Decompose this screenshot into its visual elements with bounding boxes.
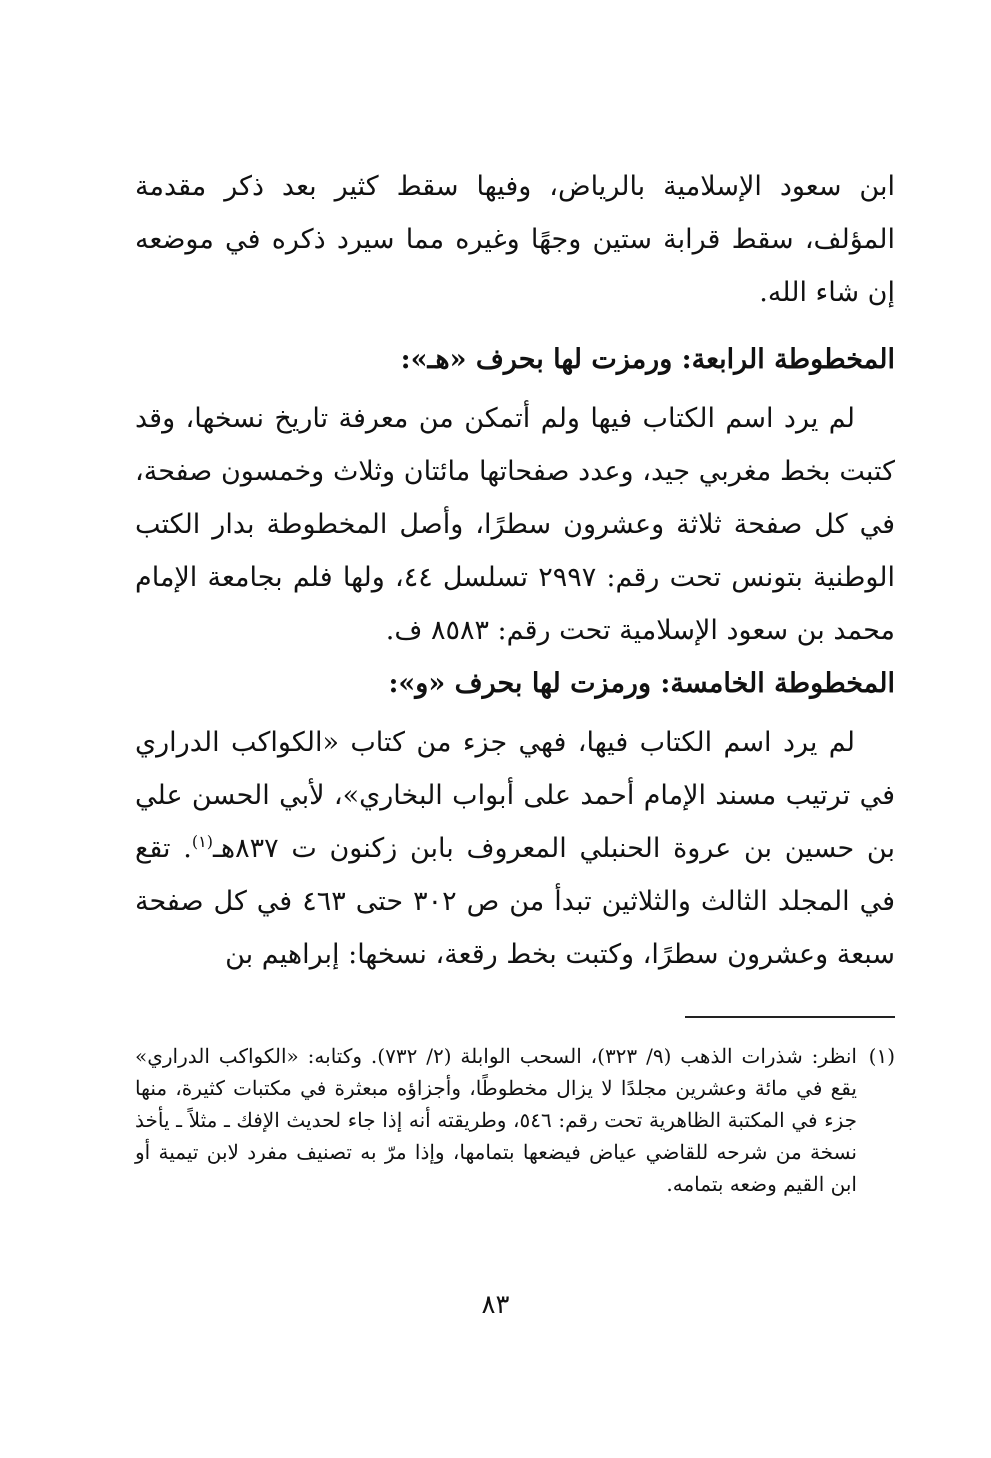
paragraph-3-part-b: . تقع في المجلد الثالث والثلاثين تبدأ من ص ٣٠٢ حتى ٤٦٣ في كل صفحة سبعة وعشرون سطرًا، وكتبت بخط رقعة، نسخها: إبراهيم بن: [135, 833, 895, 970]
paragraph-3-part-a: لم يرد اسم الكتاب فيها، فهي جزء من كتاب «الكواكب الدراري في ترتيب مسند الإمام أحمد على أبواب البخاري»، لأبي الحسن علي بن حسين بن عروة الحنبلي المعروف بابن زكنون ت ٨٣٧هـ: [135, 727, 895, 864]
footnote-marker: (١): [868, 1044, 895, 1068]
page-number: ٨٣: [481, 1290, 510, 1320]
main-text: [135, 160, 895, 981]
footnote-item: [135, 1040, 895, 1200]
paragraph-2: لم يرد اسم الكتاب فيها ولم أتمكن من معرفة تاريخ نسخها، وقد كتبت بخط مغربي جيد، وعدد صفحاتها مائتان وثلاث وخمسون صفحة، في كل صفحة ثلاثة وعشرون سطرًا، وأصل المخطوطة بدار الكتب الوطنية بتونس تحت رقم: ٢٩٩٧ تسلسل ٤٤، ولها فلم بجامعة الإمام محمد بن سعود الإسلامية تحت رقم: ٨٥٨٣ ف.: [135, 403, 895, 646]
paragraph-1: ابن سعود الإسلامية بالرياض، وفيها سقط كثير بعد ذكر مقدمة المؤلف، سقط قرابة ستين وجهًا وغيره مما سيرد ذكره في موضعه إن شاء الله.: [135, 171, 895, 308]
footnote-reference[interactable]: (١): [191, 832, 213, 851]
heading-manuscript-5: المخطوطة الخامسة: ورمزت لها بحرف «و»:: [388, 668, 895, 699]
footnote-separator: [685, 1016, 895, 1018]
heading-manuscript-4: المخطوطة الرابعة: ورمزت لها بحرف «هـ»:: [400, 344, 895, 375]
footnote-text: انظر: شذرات الذهب (٩/ ٣٢٣)، السحب الوابلة (٢/ ٧٣٢). وكتابه: «الكواكب الدراري» يقع في مائة وعشرين مجلدًا لا يزال مخطوطًا، وأجزاؤه مبعثرة في مكتبات كثيرة، منها جزء في المكتبة الظاهرية تحت رقم: ٥٤٦، وطريقته أنه إذا جاء لحديث الإفك ـ مثلاً ـ يأخذ نسخة من شرحه للقاضي عياض فيضعها بتمامها، وإذا مرّ به تصنيف مفرد لابن تيمية أو ابن القيم وضعه بتمامه.: [135, 1044, 857, 1196]
paragraph-3: [135, 716, 895, 981]
footnotes: [135, 1040, 895, 1200]
